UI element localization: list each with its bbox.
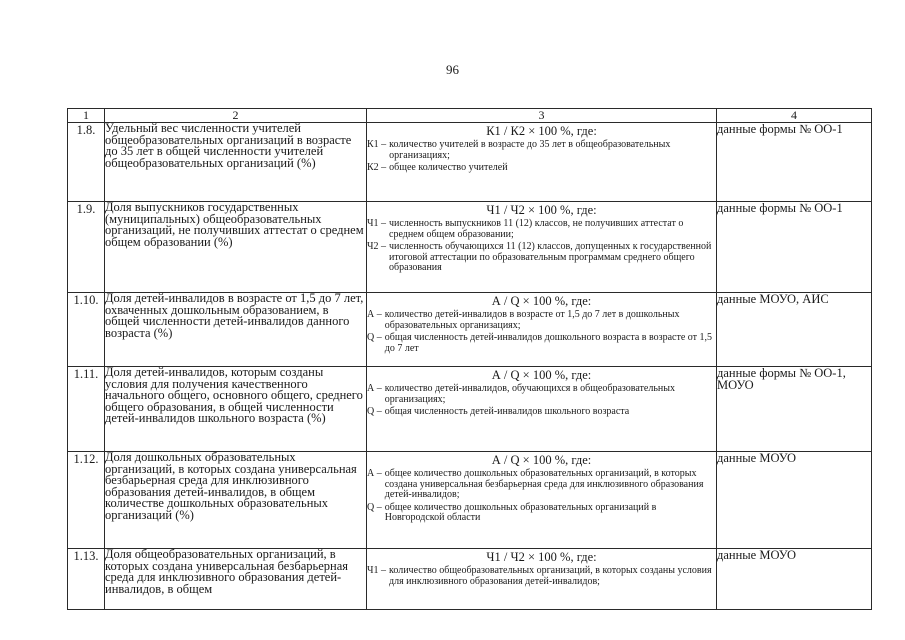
indicator-name: Удельный вес численности учителей общеобразовательных организаций в возрасте до 35 лет в общей численности учителей общеобразовательных организаций (%) (105, 123, 367, 202)
formula-definition (367, 384, 716, 405)
data-source: данные МОУО (717, 549, 872, 610)
table-row (68, 123, 872, 202)
definition-symbol: Q – (367, 501, 382, 513)
page-number: 96 (446, 62, 459, 77)
formula-definition (367, 163, 716, 174)
calculation-cell (367, 293, 717, 367)
indicator-name: Доля выпускников государственных (муниципальных) общеобразовательных организаций, не получивших аттестат о среднем общем образовании (%) (105, 202, 367, 293)
row-number: 1.11. (68, 367, 105, 452)
definition-text: численность выпускников 11 (12) классов, не получивших аттестат о среднем общем образовании; (389, 218, 684, 240)
calculation-cell (367, 452, 717, 549)
definition-text: общее количество учителей (389, 162, 508, 174)
data-source: данные формы № ОО-1 (717, 202, 872, 293)
table-row (68, 549, 872, 610)
data-source: данные формы № ОО-1, МОУО (717, 367, 872, 452)
definition-symbol: Ч1 – (367, 565, 386, 576)
formula-definition (367, 566, 716, 587)
formula-definition (367, 242, 716, 274)
formula: А / Q × 100 %, где: (491, 368, 592, 382)
definition-symbol: А – (367, 383, 382, 394)
data-source: данные формы № ОО-1 (717, 123, 872, 202)
indicator-name: Доля детей-инвалидов, которым созданы условия для получения качественного начального общего, основного общего, среднего общего образования, в общей численности детей-инвалидов школьного возраста (%) (105, 367, 367, 452)
indicator-name: Доля общеобразовательных организаций, в которых создана универсальная безбарьерная среда для инклюзивного образования детей-инвалидов, в общем (105, 549, 367, 610)
definition-text: общее количество дошкольных образовательных организаций, в которых создана универсальная безбарьерная среда для инклюзивного образования детей-инвалидов; (384, 468, 704, 501)
row-number: 1.13. (68, 549, 105, 610)
calculation-cell (367, 202, 717, 293)
formula-definition (367, 407, 716, 418)
indicator-name: Доля дошкольных образовательных организаций, в которых создана универсальная безбарьерная среда для инклюзивного образования детей-инвалидов, в общем количестве дошкольных образовательных организаций (%) (105, 452, 367, 549)
column-header-indicator: 2 (105, 109, 367, 123)
definition-text: количество учителей в возрасте до 35 лет в общеобразовательных организациях; (389, 139, 671, 161)
definition-symbol: Ч1 – (367, 218, 386, 229)
formula-definition (367, 333, 716, 354)
definition-symbol: К1 – (367, 139, 387, 150)
formula: Ч1 / Ч2 × 100 %, где: (486, 550, 597, 564)
row-number: 1.12. (68, 452, 105, 549)
definition-symbol: Ч2 – (367, 241, 386, 253)
table-row (68, 452, 872, 549)
row-number: 1.9. (68, 202, 105, 293)
definition-symbol: А – (367, 309, 382, 320)
definition-text: численность обучающихся 11 (12) классов, допущенных к государственной итоговой аттестации по образовательным программам среднего общего образования (389, 241, 712, 274)
definition-symbol: А – (367, 468, 382, 479)
column-header-source: 4 (717, 109, 872, 123)
definition-symbol: Q – (367, 332, 382, 344)
formula: А / Q × 100 %, где: (491, 294, 592, 308)
definition-text: общая численность детей-инвалидов дошкольного возраста в возрасте от 1,5 до 7 лет (384, 332, 713, 354)
data-source: данные МОУО, АИС (717, 293, 872, 367)
table-row (68, 293, 872, 367)
table-row (68, 367, 872, 452)
definition-symbol: Q – (367, 406, 382, 418)
column-header-number: 1 (68, 109, 105, 123)
data-source: данные МОУО (717, 452, 872, 549)
formula-definition (367, 503, 716, 524)
formula-definition (367, 310, 716, 331)
definition-text: количество детей-инвалидов в возрасте от 1,5 до 7 лет в дошкольных образовательных организациях; (384, 309, 680, 331)
column-header-calculation: 3 (367, 109, 717, 123)
table-row (68, 202, 872, 293)
formula-definition (367, 219, 716, 240)
indicator-name: Доля детей-инвалидов в возрасте от 1,5 до 7 лет, охваченных дошкольным образованием, в общей численности детей-инвалидов данного возраста (%) (105, 293, 367, 367)
formula: К1 / К2 × 100 %, где: (486, 124, 597, 138)
calculation-cell (367, 367, 717, 452)
definition-text: общее количество дошкольных образовательных организаций в Новгородской области (384, 501, 657, 524)
formula: Ч1 / Ч2 × 100 %, где: (486, 203, 597, 217)
formula-definition (367, 140, 716, 161)
definition-text: количество детей-инвалидов, обучающихся в общеобразовательных организациях; (384, 383, 675, 405)
row-number: 1.8. (68, 123, 105, 202)
formula-definition (367, 469, 716, 501)
definition-text: количество общеобразовательных организаций, в которых созданы условия для инклюзивного образования детей-инвалидов; (389, 565, 712, 587)
row-number: 1.10. (68, 293, 105, 367)
calculation-cell (367, 123, 717, 202)
definition-symbol: К2 – (367, 162, 387, 174)
calculation-cell (367, 549, 717, 610)
formula: А / Q × 100 %, где: (491, 453, 592, 467)
indicators-table (67, 108, 872, 610)
definition-text: общая численность детей-инвалидов школьного возраста (384, 406, 630, 418)
